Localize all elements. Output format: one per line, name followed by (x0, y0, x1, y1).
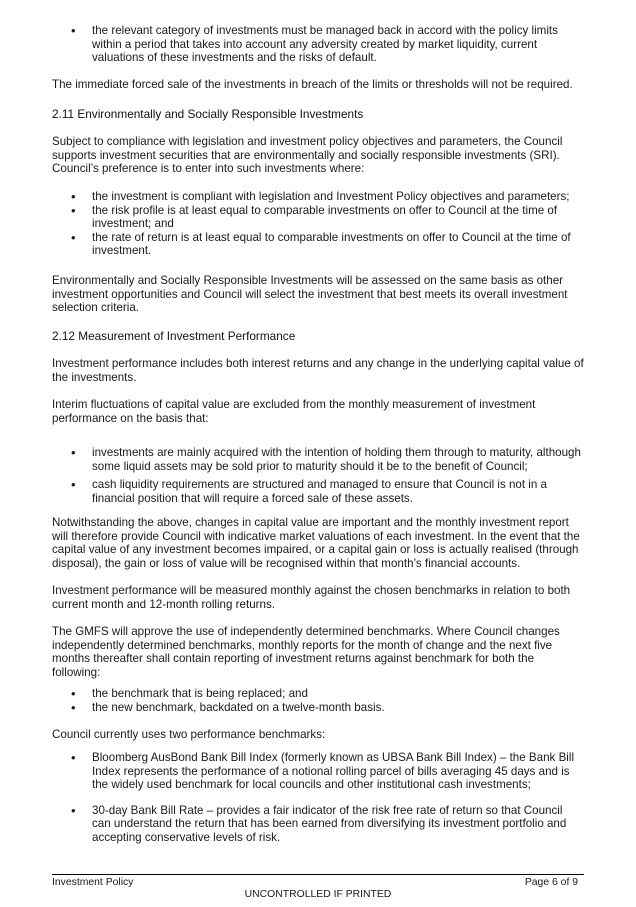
list-item: • cash liquidity requirements are structured and managed to ensure that Council is not in a financial position that will require a forced sale of these assets. (71, 477, 547, 505)
bullet-icon: • (71, 202, 76, 218)
paragraph-performance-4: Investment performance will be measured monthly against the chosen benchmarks in relation to both current month and 12-month rolling returns. (52, 584, 571, 611)
list-item: • Bloomberg AusBond Bank Bill Index (formerly known as UBSA Bank Bill Index) – the Bank Bill Index represents the performance of a notional rolling parcel of bills averaging 45 days and is the widely used benchmark for local councils and other institutional cash investments; (71, 750, 575, 792)
paragraph-performance-5: The GMFS will approve the use of independently determined benchmarks. Where Council changes independently determined benchmarks, monthly reports for the month of change and the next five months thereafter shall contain reporting of investment returns against benchmark for both the following: (52, 625, 560, 679)
footer-document-title: Investment Policy (52, 877, 134, 888)
bullet-icon: • (71, 699, 76, 715)
paragraph-sri-closing: Environmentally and Socially Responsible Investments will be assessed on the same basis as other investment opportunities and Council will select the investment that best meets its overall investment selection criteria. (52, 274, 568, 315)
list-item: • the investment is compliant with legislation and Investment Policy objectives and parameters; (71, 189, 570, 204)
list-item: • the new benchmark, backdated on a twelve-month basis. (71, 699, 385, 715)
list-item: • the relevant category of investments must be managed back in accord with the policy limits within a period that takes into account any adversity created by market liquidity, current valuations of these investments and the risks of default. (71, 23, 558, 65)
footer-uncontrolled-notice: UNCONTROLLED IF PRINTED (244, 889, 392, 900)
bullet-list-current-benchmarks (52, 751, 584, 845)
paragraph-performance-6: Council currently uses two performance benchmarks: (52, 728, 326, 741)
section-heading-2-12: 2.12 Measurement of Investment Performance (52, 329, 296, 343)
list-item: • the benchmark that is being replaced; and (71, 686, 308, 701)
bullet-icon: • (71, 802, 76, 818)
paragraph-forced-sale: The immediate forced sale of the investments in breach of the limits or thresholds will not be required. (52, 78, 573, 91)
bullet-list-sri (52, 190, 584, 258)
bullet-icon: • (71, 189, 76, 204)
paragraph-performance-3: Notwithstanding the above, changes in capital value are important and the monthly investment report will therefore provide Council with indicative market valuations of each investment. In the event that the capital value of any investment becomes impaired, or a capital gain or loss is actually realised (through disposal), the gain or loss of value will be recognised within that month’s financial accounts. (52, 516, 580, 570)
bullet-list-basis (52, 446, 584, 505)
list-item: • investments are mainly acquired with the intention of holding them through to maturity, although some liquid assets may be sold prior to maturity should it be to the benefit of Council; (71, 445, 581, 473)
list-item: • the risk profile is at least equal to comparable investments on offer to Council at the time of investment; and (71, 202, 558, 231)
list-item: • the rate of return is at least equal to comparable investments on offer to Council at the time of investment. (71, 229, 571, 258)
bullet-list-benchmarks-change (52, 687, 584, 714)
bullet-icon: • (71, 686, 76, 701)
paragraph-performance-1: Investment performance includes both interest returns and any change in the underlying capital value of the investments. (52, 357, 584, 384)
section-heading-2-11: 2.11 Environmentally and Socially Responsible Investments (52, 107, 364, 121)
bullet-icon: • (71, 750, 76, 765)
bullet-icon: • (71, 23, 76, 38)
list-item: • 30-day Bank Bill Rate – provides a fair indicator of the risk free rate of return so that Council can understand the return that has been earned from diversifying its investment portfolio and accepting conservative levels of risk. (71, 802, 567, 844)
bullet-icon: • (71, 445, 76, 460)
bullet-list-top (52, 24, 584, 65)
bullet-icon: • (71, 477, 76, 493)
paragraph-sri-intro: Subject to compliance with legislation and investment policy objectives and parameters, the Council supports investment securities that are environmentally and socially responsible investments (SRI). Council’s preference is to enter into such investments where: (52, 135, 563, 176)
footer-page-number: Page 6 of 9 (524, 877, 578, 888)
footer-divider (52, 874, 584, 875)
bullet-icon: • (71, 229, 76, 245)
paragraph-performance-2: Interim fluctuations of capital value are excluded from the monthly measurement of investment performance on the basis that: (52, 398, 536, 425)
